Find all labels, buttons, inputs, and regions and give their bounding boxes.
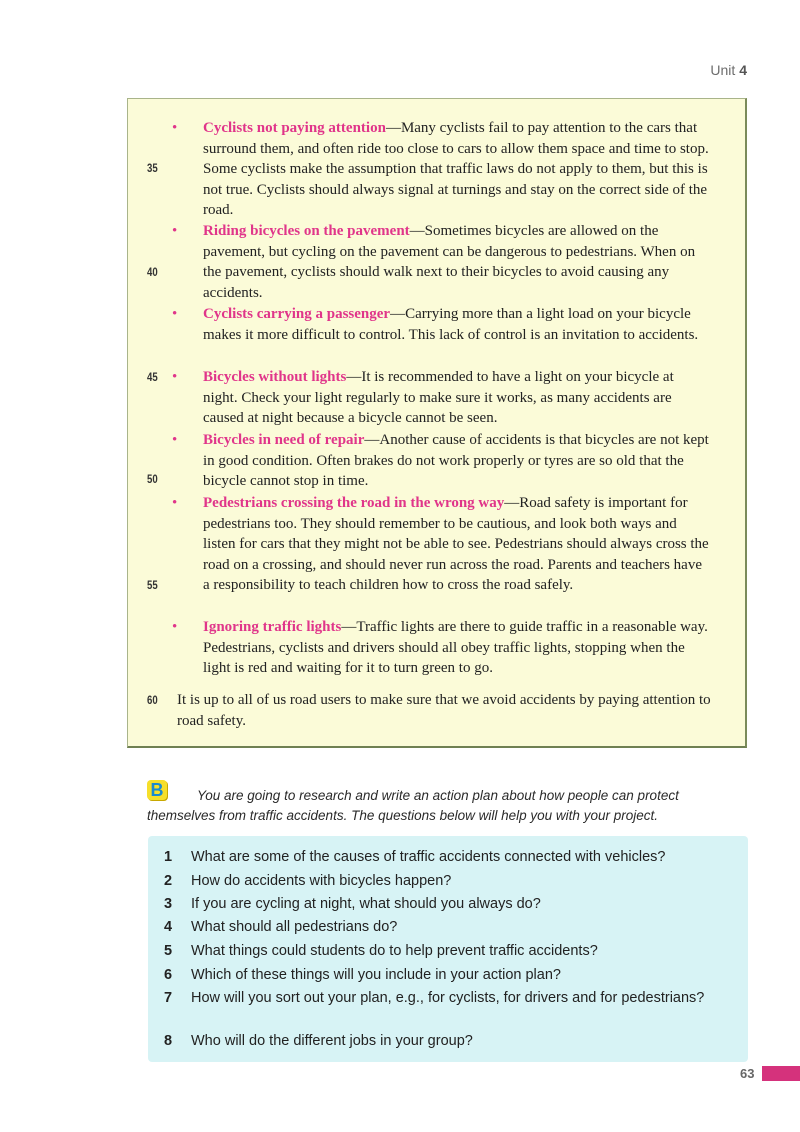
bullet-dot-icon: • bbox=[172, 223, 178, 239]
question-text: How will you sort out your plan, e.g., for cyclists, for drivers and for pedestrians? bbox=[191, 990, 705, 1006]
line-number: 60 bbox=[147, 693, 158, 707]
question-text: Who will do the different jobs in your group? bbox=[191, 1033, 473, 1049]
section-b-instruction bbox=[147, 786, 747, 826]
question-number: 3 bbox=[163, 896, 173, 912]
question-text: What are some of the causes of traffic accidents connected with vehicles? bbox=[191, 849, 666, 865]
question-text: Which of these things will you include in your action plan? bbox=[191, 967, 561, 983]
bullet-item bbox=[172, 617, 712, 679]
bullet-dot-icon: • bbox=[172, 495, 178, 511]
page-accent-bar bbox=[762, 1066, 800, 1081]
closing-paragraph: It is up to all of us road users to make sure that we avoid accidents by paying attention to road safety. bbox=[177, 692, 711, 729]
question-item bbox=[160, 917, 720, 937]
question-number: 8 bbox=[163, 1033, 173, 1049]
bullet-heading: Bicycles without lights bbox=[203, 369, 347, 385]
bullet-body: —Traffic lights are there to guide traffic in a reasonable way. Pedestrians, cyclists and drivers should all obey traffic lights, stopping when the light is red and waiting for it to turn green to go. bbox=[203, 619, 708, 677]
question-number: 5 bbox=[163, 943, 173, 959]
bullet-item bbox=[172, 221, 712, 303]
question-number: 4 bbox=[163, 919, 173, 935]
question-number: 7 bbox=[163, 990, 173, 1006]
section-b-badge: B bbox=[147, 780, 167, 800]
bullet-dot-icon: • bbox=[172, 369, 178, 385]
line-number: 35 bbox=[147, 161, 158, 175]
question-item bbox=[160, 894, 720, 914]
bullet-dot-icon: • bbox=[172, 619, 178, 635]
bullet-body: —Carrying more than a light load on your bicycle makes it more difficult to control. This lack of control is an invitation to accidents. bbox=[203, 306, 699, 343]
bullet-heading: Riding bicycles on the pavement bbox=[203, 223, 410, 239]
unit-label bbox=[710, 62, 747, 78]
question-item bbox=[160, 988, 720, 1008]
bullet-body: —Sometimes bicycles are allowed on the pavement, but cycling on the pavement can be dangerous to pedestrians. When on the pavement, cyclists should walk next to their bicycles to avoid causing any accidents. bbox=[203, 223, 696, 301]
bullet-item bbox=[172, 367, 712, 429]
question-item bbox=[160, 965, 720, 985]
question-number: 6 bbox=[163, 967, 173, 983]
question-item bbox=[160, 847, 720, 867]
bullet-heading: Ignoring traffic lights bbox=[203, 619, 342, 635]
bullet-heading: Cyclists not paying attention bbox=[203, 120, 386, 136]
bullet-heading: Cyclists carrying a passenger bbox=[203, 306, 391, 322]
bullet-body: —Another cause of accidents is that bicycles are not kept in good condition. Often brakes do not work properly or tyres are so old that the bicycle cannot stop in time. bbox=[203, 432, 709, 490]
bullet-body: —Road safety is important for pedestrians too. They should remember to be cautious, and look both ways and listen for cars that they might not be able to see. Pedestrians should always cross the road on a crossing, and should never run across the road. Parents and teachers have a responsibility to teach children how to cross the road safely. bbox=[203, 495, 709, 594]
line-number: 40 bbox=[147, 265, 158, 279]
question-text: What should all pedestrians do? bbox=[191, 919, 398, 935]
bullet-item bbox=[172, 118, 712, 221]
bullet-body: —It is recommended to have a light on your bicycle at night. Check your light regularly to make sure it works, as many accidents are caused at night because a bicycle cannot be seen. bbox=[203, 369, 674, 427]
bullet-heading: Pedestrians crossing the road in the wrong way bbox=[203, 495, 505, 511]
question-item bbox=[160, 1031, 720, 1051]
line-number: 55 bbox=[147, 578, 158, 592]
line-number: 50 bbox=[147, 472, 158, 486]
bullet-dot-icon: • bbox=[172, 120, 178, 136]
bullet-dot-icon: • bbox=[172, 432, 178, 448]
question-number: 2 bbox=[163, 873, 173, 889]
unit-word: Unit bbox=[710, 62, 736, 78]
question-number: 1 bbox=[163, 849, 173, 865]
bullet-item bbox=[172, 430, 712, 492]
question-item bbox=[160, 941, 720, 961]
unit-number: 4 bbox=[739, 62, 747, 78]
instruction-text: You are going to research and write an action plan about how people can protect themselves from traffic accidents. The questions below will help you with your project. bbox=[147, 788, 679, 823]
bullet-item bbox=[172, 493, 712, 596]
page-number: 63 bbox=[740, 1066, 755, 1081]
line-number: 45 bbox=[147, 370, 158, 384]
question-item bbox=[160, 871, 720, 891]
bullet-body: —Many cyclists fail to pay attention to the cars that surround them, and often ride too close to cars to allow them space and time to stop. Some cyclists make the assumption that traffic laws do not apply to them, but this is not true. Cyclists should always signal at turnings and stay on the correct side of the road. bbox=[203, 120, 709, 219]
bullet-heading: Bicycles in need of repair bbox=[203, 432, 365, 448]
question-text: How do accidents with bicycles happen? bbox=[191, 873, 452, 889]
question-text: What things could students do to help prevent traffic accidents? bbox=[191, 943, 598, 959]
bullet-dot-icon: • bbox=[172, 306, 178, 322]
question-text: If you are cycling at night, what should you always do? bbox=[191, 896, 541, 912]
bullet-item bbox=[172, 304, 712, 345]
